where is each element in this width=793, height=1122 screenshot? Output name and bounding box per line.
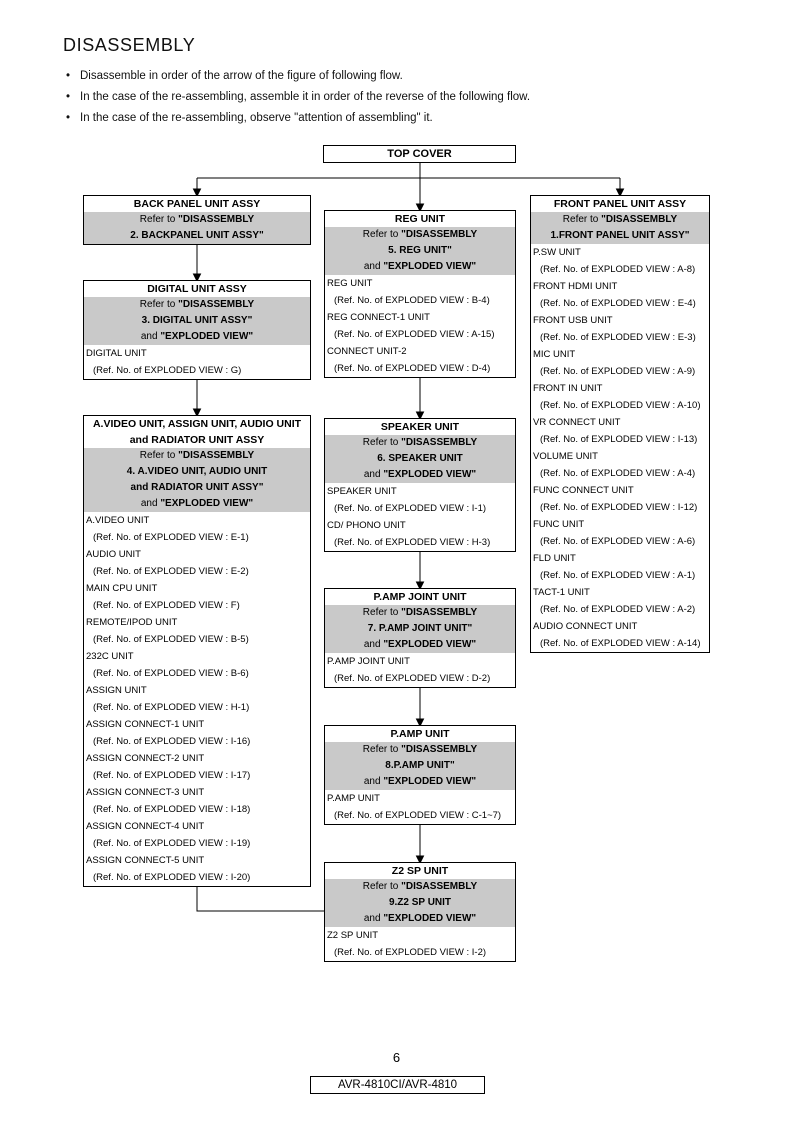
refer-line: Refer to "DISASSEMBLY bbox=[362, 229, 478, 240]
unit-ref: (Ref. No. of EXPLODED VIEW : A-8) bbox=[540, 264, 696, 275]
box-items bbox=[531, 244, 709, 652]
unit-ref: (Ref. No. of EXPLODED VIEW : A-1) bbox=[540, 570, 696, 581]
box-title-line: A.VIDEO UNIT, ASSIGN UNIT, AUDIO UNIT bbox=[92, 418, 302, 430]
box-refer-section bbox=[325, 742, 515, 790]
box-title-line: BACK PANEL UNIT ASSY bbox=[133, 198, 261, 210]
unit-ref: (Ref. No. of EXPLODED VIEW : B-4) bbox=[334, 295, 490, 306]
unit-name: FUNC UNIT bbox=[533, 519, 585, 530]
box-refer-section bbox=[531, 212, 709, 244]
unit-ref: (Ref. No. of EXPLODED VIEW : A-15) bbox=[334, 329, 495, 340]
unit-ref: (Ref. No. of EXPLODED VIEW : A-2) bbox=[540, 604, 696, 615]
flow-box-speaker-unit bbox=[324, 418, 516, 552]
unit-name: DIGITAL UNIT bbox=[86, 348, 147, 359]
refer-line: and "EXPLODED VIEW" bbox=[140, 498, 254, 509]
refer-line: 9.Z2 SP UNIT bbox=[388, 897, 452, 908]
unit-ref: (Ref. No. of EXPLODED VIEW : E-2) bbox=[93, 566, 249, 577]
box-title-line: Z2 SP UNIT bbox=[391, 865, 449, 877]
box-header bbox=[84, 196, 310, 212]
box-title-line: DIGITAL UNIT ASSY bbox=[147, 283, 247, 295]
unit-name: CD/ PHONO UNIT bbox=[327, 520, 406, 531]
refer-line: and "EXPLODED VIEW" bbox=[363, 776, 477, 787]
page-title: DISASSEMBLY bbox=[63, 35, 196, 55]
unit-ref: (Ref. No. of EXPLODED VIEW : A-4) bbox=[540, 468, 696, 479]
refer-line: and "EXPLODED VIEW" bbox=[363, 913, 477, 924]
unit-name: FRONT IN UNIT bbox=[533, 383, 603, 394]
unit-ref: (Ref. No. of EXPLODED VIEW : B-5) bbox=[93, 634, 249, 645]
flow-box-back-panel-unit-assy bbox=[83, 195, 311, 245]
box-refer-section bbox=[325, 605, 515, 653]
box-items bbox=[325, 790, 515, 824]
unit-ref: (Ref. No. of EXPLODED VIEW : A-9) bbox=[540, 366, 696, 377]
bullet-item: • In the case of the re-assembling, observe "attention of assembling" it. bbox=[66, 108, 530, 129]
flow-box-pamp-unit bbox=[324, 725, 516, 825]
page-number: 6 bbox=[392, 1050, 401, 1065]
refer-line: Refer to "DISASSEMBLY bbox=[562, 214, 678, 225]
unit-ref: (Ref. No. of EXPLODED VIEW : E-3) bbox=[540, 332, 696, 343]
refer-line: 2. BACKPANEL UNIT ASSY" bbox=[130, 230, 264, 241]
box-header bbox=[325, 726, 515, 742]
box-refer-section bbox=[325, 435, 515, 483]
box-title-line: P.AMP JOINT UNIT bbox=[373, 591, 467, 603]
box-title-line: FRONT PANEL UNIT ASSY bbox=[553, 198, 687, 210]
unit-ref: (Ref. No. of EXPLODED VIEW : C-1~7) bbox=[334, 810, 502, 821]
unit-name: FUNC CONNECT UNIT bbox=[533, 485, 634, 496]
unit-name: MAIN CPU UNIT bbox=[86, 583, 158, 594]
box-header bbox=[325, 589, 515, 605]
unit-name: FLD UNIT bbox=[533, 553, 576, 564]
unit-name: AUDIO UNIT bbox=[86, 549, 141, 560]
unit-name: P.AMP JOINT UNIT bbox=[327, 656, 410, 667]
box-items bbox=[325, 653, 515, 687]
refer-line: Refer to "DISASSEMBLY bbox=[362, 881, 478, 892]
refer-line: Refer to "DISASSEMBLY bbox=[362, 607, 478, 618]
flow-box-front-panel-unit-assy bbox=[530, 195, 710, 653]
refer-line: Refer to "DISASSEMBLY bbox=[139, 214, 255, 225]
refer-line: 1.FRONT PANEL UNIT ASSY" bbox=[550, 230, 690, 241]
box-header bbox=[325, 211, 515, 227]
unit-ref: (Ref. No. of EXPLODED VIEW : H-1) bbox=[93, 702, 250, 713]
box-title-line: REG UNIT bbox=[394, 213, 446, 225]
unit-name: 232C UNIT bbox=[86, 651, 134, 662]
box-title-line: and RADIATOR UNIT ASSY bbox=[129, 434, 265, 446]
unit-ref: (Ref. No. of EXPLODED VIEW : B-6) bbox=[93, 668, 249, 679]
unit-name: ASSIGN CONNECT-4 UNIT bbox=[86, 821, 205, 832]
flow-box-avideo-assign-audio-radiator-assy bbox=[83, 415, 311, 887]
refer-line: Refer to "DISASSEMBLY bbox=[139, 450, 255, 461]
box-title-line: SPEAKER UNIT bbox=[380, 421, 460, 433]
footer-model-box: AVR-4810CI/AVR-4810 bbox=[310, 1076, 485, 1094]
box-refer-section bbox=[84, 448, 310, 512]
unit-name: FRONT HDMI UNIT bbox=[533, 281, 618, 292]
refer-line: and "EXPLODED VIEW" bbox=[363, 469, 477, 480]
unit-ref: (Ref. No. of EXPLODED VIEW : D-2) bbox=[334, 673, 491, 684]
box-title: TOP COVER bbox=[387, 148, 452, 160]
unit-name: SPEAKER UNIT bbox=[327, 486, 397, 497]
unit-name: ASSIGN CONNECT-1 UNIT bbox=[86, 719, 205, 730]
unit-ref: (Ref. No. of EXPLODED VIEW : I-12) bbox=[540, 502, 698, 513]
unit-ref: (Ref. No. of EXPLODED VIEW : D-4) bbox=[334, 363, 491, 374]
box-items bbox=[325, 927, 515, 961]
instruction-bullet-list bbox=[66, 66, 530, 129]
unit-name: TACT-1 UNIT bbox=[533, 587, 590, 598]
refer-line: 7. P.AMP JOINT UNIT" bbox=[367, 623, 473, 634]
refer-line: Refer to "DISASSEMBLY bbox=[362, 744, 478, 755]
box-header bbox=[531, 196, 709, 212]
flow-box-pamp-joint-unit bbox=[324, 588, 516, 688]
flow-box-digital-unit-assy bbox=[83, 280, 311, 380]
unit-ref: (Ref. No. of EXPLODED VIEW : A-14) bbox=[540, 638, 701, 649]
refer-line: 8.P.AMP UNIT" bbox=[385, 760, 455, 771]
box-header bbox=[325, 419, 515, 435]
refer-line: 5. REG UNIT" bbox=[388, 245, 452, 256]
unit-name: VOLUME UNIT bbox=[533, 451, 598, 462]
unit-ref: (Ref. No. of EXPLODED VIEW : E-4) bbox=[540, 298, 696, 309]
unit-ref: (Ref. No. of EXPLODED VIEW : A-6) bbox=[540, 536, 696, 547]
unit-ref: (Ref. No. of EXPLODED VIEW : I-20) bbox=[93, 872, 251, 883]
unit-ref: (Ref. No. of EXPLODED VIEW : I-16) bbox=[93, 736, 251, 747]
refer-line: and "EXPLODED VIEW" bbox=[140, 331, 254, 342]
refer-line: and "EXPLODED VIEW" bbox=[363, 261, 477, 272]
unit-ref: (Ref. No. of EXPLODED VIEW : G) bbox=[93, 365, 242, 376]
unit-name: REG CONNECT-1 UNIT bbox=[327, 312, 430, 323]
unit-name: ASSIGN CONNECT-3 UNIT bbox=[86, 787, 205, 798]
unit-ref: (Ref. No. of EXPLODED VIEW : A-10) bbox=[540, 400, 701, 411]
unit-name: ASSIGN UNIT bbox=[86, 685, 147, 696]
refer-line: 4. A.VIDEO UNIT, AUDIO UNIT bbox=[126, 466, 268, 477]
bullet-item: • In the case of the re-assembling, assemble it in order of the reverse of the following flow. bbox=[66, 87, 530, 108]
unit-name: ASSIGN CONNECT-2 UNIT bbox=[86, 753, 205, 764]
refer-line: 6. SPEAKER UNIT bbox=[377, 453, 463, 464]
unit-ref: (Ref. No. of EXPLODED VIEW : I-18) bbox=[93, 804, 251, 815]
unit-name: A.VIDEO UNIT bbox=[86, 515, 150, 526]
unit-name: ASSIGN CONNECT-5 UNIT bbox=[86, 855, 205, 866]
unit-name: P.SW UNIT bbox=[533, 247, 581, 258]
unit-name: Z2 SP UNIT bbox=[327, 930, 379, 941]
box-header bbox=[84, 416, 310, 448]
box-header bbox=[84, 281, 310, 297]
refer-line: and "EXPLODED VIEW" bbox=[363, 639, 477, 650]
bullet-item: • Disassemble in order of the arrow of the figure of following flow. bbox=[66, 66, 530, 87]
unit-ref: (Ref. No. of EXPLODED VIEW : I-17) bbox=[93, 770, 251, 781]
unit-name: AUDIO CONNECT UNIT bbox=[533, 621, 638, 632]
unit-ref: (Ref. No. of EXPLODED VIEW : I-13) bbox=[540, 434, 698, 445]
unit-ref: (Ref. No. of EXPLODED VIEW : I-1) bbox=[334, 503, 487, 514]
refer-line: and RADIATOR UNIT ASSY" bbox=[130, 482, 264, 493]
unit-name: P.AMP UNIT bbox=[327, 793, 380, 804]
unit-name: VR CONNECT UNIT bbox=[533, 417, 621, 428]
unit-name: FRONT USB UNIT bbox=[533, 315, 613, 326]
box-refer-section bbox=[84, 297, 310, 345]
box-items bbox=[84, 512, 310, 886]
unit-name: REG UNIT bbox=[327, 278, 373, 289]
box-items bbox=[325, 275, 515, 377]
refer-line: Refer to "DISASSEMBLY bbox=[139, 299, 255, 310]
box-refer-section bbox=[84, 212, 310, 244]
box-items bbox=[84, 345, 310, 379]
unit-name: CONNECT UNIT-2 bbox=[327, 346, 407, 357]
refer-line: 3. DIGITAL UNIT ASSY" bbox=[141, 315, 253, 326]
box-title-line: P.AMP UNIT bbox=[390, 728, 450, 740]
flow-box-z2-sp-unit bbox=[324, 862, 516, 962]
flow-box-top-cover bbox=[323, 145, 516, 163]
refer-line: Refer to "DISASSEMBLY bbox=[362, 437, 478, 448]
unit-name: REMOTE/IPOD UNIT bbox=[86, 617, 178, 628]
unit-name: MIC UNIT bbox=[533, 349, 576, 360]
box-refer-section bbox=[325, 879, 515, 927]
unit-ref: (Ref. No. of EXPLODED VIEW : H-3) bbox=[334, 537, 491, 548]
unit-ref: (Ref. No. of EXPLODED VIEW : F) bbox=[93, 600, 240, 611]
connector-left-to-z2sp bbox=[197, 887, 324, 911]
box-items bbox=[325, 483, 515, 551]
unit-ref: (Ref. No. of EXPLODED VIEW : E-1) bbox=[93, 532, 249, 543]
unit-ref: (Ref. No. of EXPLODED VIEW : I-19) bbox=[93, 838, 251, 849]
flow-box-reg-unit bbox=[324, 210, 516, 378]
box-refer-section bbox=[325, 227, 515, 275]
box-header bbox=[325, 863, 515, 879]
unit-ref: (Ref. No. of EXPLODED VIEW : I-2) bbox=[334, 947, 487, 958]
